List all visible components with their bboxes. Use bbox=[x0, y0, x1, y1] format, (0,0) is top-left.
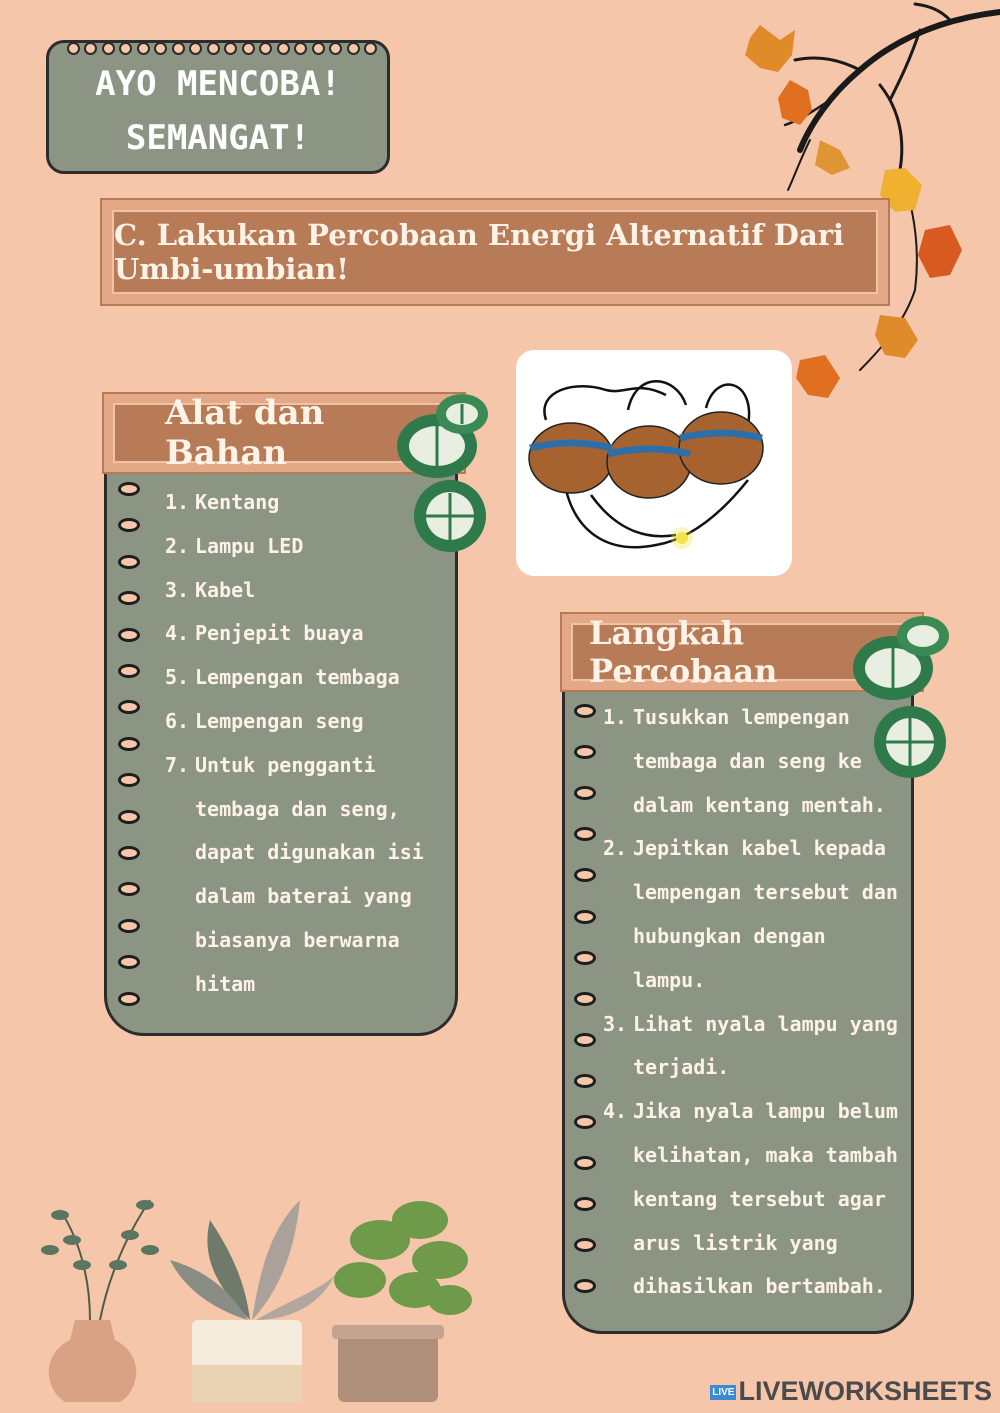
materials-line-text: Lampu LED bbox=[195, 533, 304, 558]
card-ring bbox=[154, 42, 167, 55]
materials-title: Alat dan Bahan bbox=[165, 393, 325, 473]
card-ring bbox=[207, 42, 220, 55]
materials-line-number: 7. bbox=[165, 752, 190, 777]
steps-line-text: terjadi. bbox=[633, 1055, 730, 1080]
materials-line-text: Untuk pengganti bbox=[195, 752, 376, 777]
materials-line-number: 5. bbox=[165, 665, 190, 690]
brand-badge: LIVE bbox=[712, 1387, 735, 1399]
binder-ring bbox=[574, 1074, 596, 1088]
potted-plants-decoration bbox=[20, 1180, 480, 1405]
steps-line bbox=[603, 1046, 898, 1090]
binder-ring bbox=[574, 704, 596, 718]
card-ring bbox=[102, 42, 115, 55]
card-ring bbox=[242, 42, 255, 55]
materials-line bbox=[165, 788, 424, 832]
steps-line-number: 3. bbox=[603, 1011, 628, 1036]
binder-ring bbox=[118, 555, 140, 569]
steps-line bbox=[603, 784, 898, 828]
steps-line-text: Jika nyala lampu belum bbox=[633, 1099, 898, 1124]
binder-ring bbox=[574, 910, 596, 924]
card-ring bbox=[364, 42, 377, 55]
materials-line-number: 1. bbox=[165, 490, 190, 514]
card-ring bbox=[172, 42, 185, 55]
materials-line-text: tembaga dan seng, bbox=[195, 796, 400, 821]
materials-line bbox=[165, 481, 424, 525]
binder-ring bbox=[118, 810, 140, 824]
materials-line bbox=[165, 919, 424, 963]
steps-line-text: arus listrik yang bbox=[633, 1230, 838, 1255]
materials-line bbox=[165, 569, 424, 613]
materials-line-text: dapat digunakan isi bbox=[195, 840, 424, 865]
materials-list bbox=[165, 481, 424, 1007]
materials-line-number: 6. bbox=[165, 708, 190, 733]
leaf-plant-decoration bbox=[392, 388, 497, 568]
steps-line-text: hubungkan dengan bbox=[633, 923, 826, 948]
card-ring bbox=[189, 42, 202, 55]
card-ring bbox=[67, 42, 80, 55]
card-ring bbox=[347, 42, 360, 55]
materials-line-text: hitam bbox=[195, 971, 256, 996]
header-title-line1: AYO MENCOBA! bbox=[95, 64, 341, 104]
materials-line bbox=[165, 875, 424, 919]
steps-line-text: Jepitkan kabel kepada bbox=[633, 836, 886, 861]
steps-line bbox=[603, 1134, 898, 1178]
header-title-line2: SEMANGAT! bbox=[125, 118, 311, 158]
steps-list bbox=[603, 696, 898, 1309]
materials-line bbox=[165, 525, 424, 569]
card-ring bbox=[277, 42, 290, 55]
binder-ring bbox=[118, 992, 140, 1006]
activity-banner-inner bbox=[112, 210, 878, 294]
steps-line bbox=[603, 1090, 898, 1134]
header-card bbox=[46, 40, 390, 174]
steps-line-text: Lihat nyala lampu yang bbox=[633, 1011, 898, 1036]
liveworksheets-brand bbox=[710, 1376, 992, 1407]
steps-line bbox=[603, 827, 898, 871]
binder-ring bbox=[118, 482, 140, 496]
materials-line-text: Kentang bbox=[195, 490, 280, 514]
card-ring bbox=[329, 42, 342, 55]
materials-line bbox=[165, 744, 424, 788]
steps-line-text: dihasilkan bertambah. bbox=[633, 1274, 886, 1299]
steps-line bbox=[603, 1265, 898, 1309]
steps-line-text: dalam kentang mentah. bbox=[633, 792, 886, 817]
steps-line bbox=[603, 959, 898, 1003]
materials-line-number: 4. bbox=[165, 621, 190, 646]
binder-ring bbox=[574, 992, 596, 1006]
binder-ring bbox=[118, 737, 140, 751]
materials-line-text: Penjepit buaya bbox=[195, 621, 364, 646]
steps-line-number: 1. bbox=[603, 705, 628, 729]
potato-battery-drawing bbox=[516, 350, 792, 576]
materials-line-number: 3. bbox=[165, 577, 190, 602]
potato-battery-illustration bbox=[516, 350, 792, 576]
steps-line bbox=[603, 1003, 898, 1047]
card-rings bbox=[67, 42, 377, 55]
header-title bbox=[49, 57, 387, 165]
materials-line-text: biasanya berwarna bbox=[195, 927, 400, 952]
materials-line-text: Lempengan tembaga bbox=[195, 665, 400, 690]
steps-line-number: 4. bbox=[603, 1099, 628, 1124]
steps-line-text: kentang tersebut agar bbox=[633, 1186, 886, 1211]
steps-line bbox=[603, 1178, 898, 1222]
binder-ring bbox=[118, 919, 140, 933]
leaf-plant-decoration-2 bbox=[848, 606, 956, 786]
binder-ring bbox=[574, 951, 596, 965]
binder-ring bbox=[118, 664, 140, 678]
binder-ring bbox=[574, 1115, 596, 1129]
materials-line-text: Lempengan seng bbox=[195, 708, 364, 733]
binder-ring bbox=[574, 745, 596, 759]
binder-ring bbox=[574, 1033, 596, 1047]
materials-line bbox=[165, 963, 424, 1007]
materials-line bbox=[165, 700, 424, 744]
binder-ring bbox=[118, 846, 140, 860]
steps-title: Langkah Percobaan bbox=[589, 614, 778, 690]
steps-line-number: 2. bbox=[603, 836, 628, 861]
brand-text: LIVEWORKSHEETS bbox=[738, 1376, 992, 1406]
card-ring bbox=[312, 42, 325, 55]
materials-line bbox=[165, 656, 424, 700]
materials-line-text: dalam baterai yang bbox=[195, 884, 412, 909]
card-ring bbox=[294, 42, 307, 55]
materials-line-number: 2. bbox=[165, 533, 190, 558]
card-ring bbox=[84, 42, 97, 55]
materials-line bbox=[165, 612, 424, 656]
steps-line-text: lempengan tersebut dan bbox=[633, 880, 898, 905]
steps-line bbox=[603, 871, 898, 915]
card-ring bbox=[137, 42, 150, 55]
card-ring bbox=[224, 42, 237, 55]
steps-line bbox=[603, 915, 898, 959]
card-ring bbox=[119, 42, 132, 55]
steps-line-text: tembaga dan seng ke bbox=[633, 748, 862, 773]
binder-ring bbox=[118, 628, 140, 642]
activity-banner bbox=[100, 198, 890, 306]
materials-line-text: Kabel bbox=[195, 577, 256, 602]
steps-line-text: Tusukkan lempengan bbox=[633, 705, 850, 729]
binder-ring bbox=[574, 1156, 596, 1170]
steps-line-text: lampu. bbox=[633, 967, 706, 992]
activity-banner-text: C. Lakukan Percobaan Energi Alternatif Dari Umbi-umbian! bbox=[114, 218, 845, 286]
steps-line-text: kelihatan, maka tambah bbox=[633, 1142, 898, 1167]
card-ring bbox=[259, 42, 272, 55]
materials-line bbox=[165, 831, 424, 875]
steps-line bbox=[603, 1222, 898, 1266]
